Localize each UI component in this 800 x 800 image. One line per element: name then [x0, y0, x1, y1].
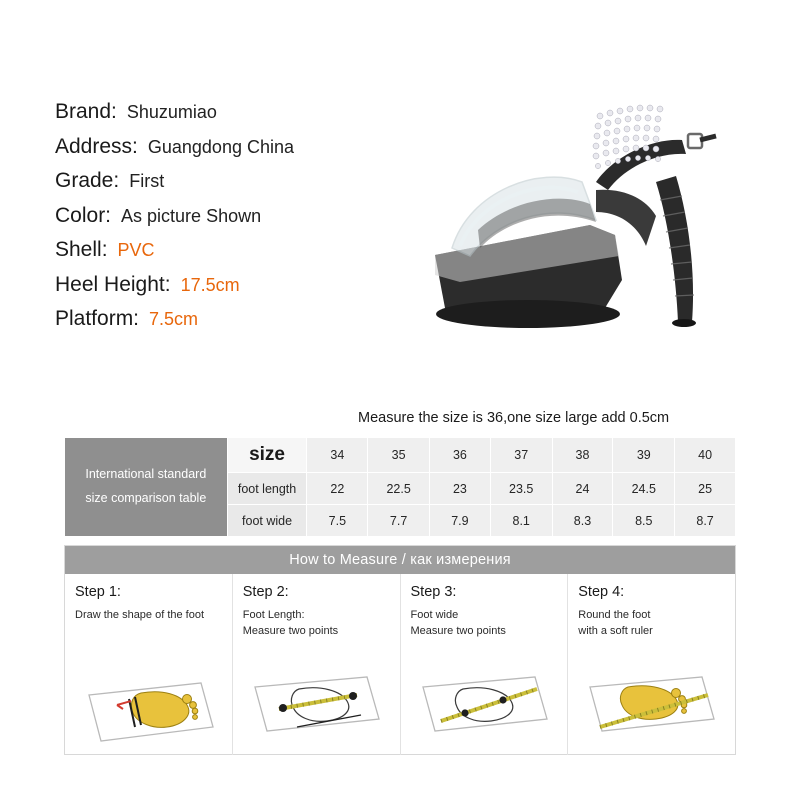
spec-label-address: Address:	[55, 134, 138, 158]
foot-length-cell-34: 22	[307, 473, 368, 505]
foot-length-cell-38: 24	[552, 473, 613, 505]
foot-wide-cell-35: 7.7	[368, 505, 430, 537]
step-4-title: Step 4:	[578, 584, 625, 600]
spec-label-platform: Platform:	[55, 307, 140, 330]
how-to-measure-panel	[64, 545, 736, 755]
spec-label-heel-height: Heel Height:	[55, 272, 171, 296]
row-label-foot-wide: foot wide	[227, 505, 307, 537]
how-to-measure-title: How to Measure / как измерения	[65, 546, 735, 574]
size-cell-37: 37	[490, 438, 552, 473]
step-1-title: Step 1:	[75, 584, 121, 600]
step-2	[233, 574, 401, 755]
step-4	[568, 574, 735, 755]
size-comparison-table	[64, 437, 736, 537]
spec-value-grade: First	[129, 171, 165, 191]
size-cell-38: 38	[552, 438, 613, 473]
step-4-illustration	[574, 665, 729, 751]
spec-value-address: Guangdong China	[147, 136, 294, 157]
foot-wide-cell-39: 8.5	[613, 505, 675, 537]
foot-wide-cell-36: 7.9	[430, 505, 491, 537]
foot-length-cell-37: 23.5	[490, 473, 552, 505]
row-label-size: size	[227, 438, 307, 473]
size-cell-34: 34	[307, 438, 368, 473]
spec-value-platform: 7.5cm	[149, 309, 199, 329]
table-corner-label	[65, 438, 228, 537]
how-to-measure-steps	[65, 574, 735, 755]
corner-line-1: International standard	[85, 467, 207, 482]
high-heel-sandal-illustration	[400, 70, 770, 370]
foot-wide-cell-37: 8.1	[490, 505, 552, 537]
spec-label-color: Color:	[55, 203, 112, 227]
spec-value-heel-height: 17.5cm	[180, 274, 240, 295]
step-3-title: Step 3:	[410, 584, 457, 600]
step-3-desc: Foot wide Measure two points	[410, 609, 506, 637]
step-1-illustration	[71, 665, 226, 751]
step-3	[401, 574, 569, 755]
foot-length-cell-39: 24.5	[613, 473, 675, 505]
step-2-desc: Foot Length: Measure two points	[242, 609, 339, 637]
size-cell-39: 39	[613, 438, 675, 473]
product-image	[400, 70, 770, 370]
step-1-desc: Draw the shape of the foot	[75, 609, 205, 621]
size-cell-40: 40	[675, 438, 736, 473]
foot-wide-cell-38: 8.3	[552, 505, 613, 537]
foot-wide-cell-40: 8.7	[675, 505, 736, 537]
size-cell-35: 35	[368, 438, 430, 473]
step-1	[65, 574, 233, 755]
row-label-foot-length: foot length	[227, 473, 307, 505]
spec-value-brand: Shuzumiao	[126, 102, 217, 122]
spec-label-shell: Shell:	[55, 238, 108, 261]
step-2-illustration	[239, 665, 394, 751]
size-cell-36: 36	[430, 438, 491, 473]
table-row-size	[65, 438, 736, 473]
spec-value-shell: PVC	[117, 240, 155, 260]
corner-line-2: size comparison table	[85, 491, 207, 505]
spec-label-brand: Brand:	[55, 100, 117, 123]
spec-label-grade: Grade:	[55, 169, 120, 192]
measure-note: Measure the size is 36,one size large add 0.5cm	[358, 410, 670, 426]
step-3-illustration	[407, 665, 562, 751]
step-2-title: Step 2:	[242, 584, 289, 600]
spec-value-color: As picture Shown	[121, 205, 262, 226]
foot-wide-cell-34: 7.5	[307, 505, 368, 537]
foot-length-cell-36: 23	[430, 473, 491, 505]
foot-length-cell-40: 25	[675, 473, 736, 505]
foot-length-cell-35: 22.5	[368, 473, 430, 505]
step-4-desc: Round the foot with a soft ruler	[578, 609, 653, 637]
